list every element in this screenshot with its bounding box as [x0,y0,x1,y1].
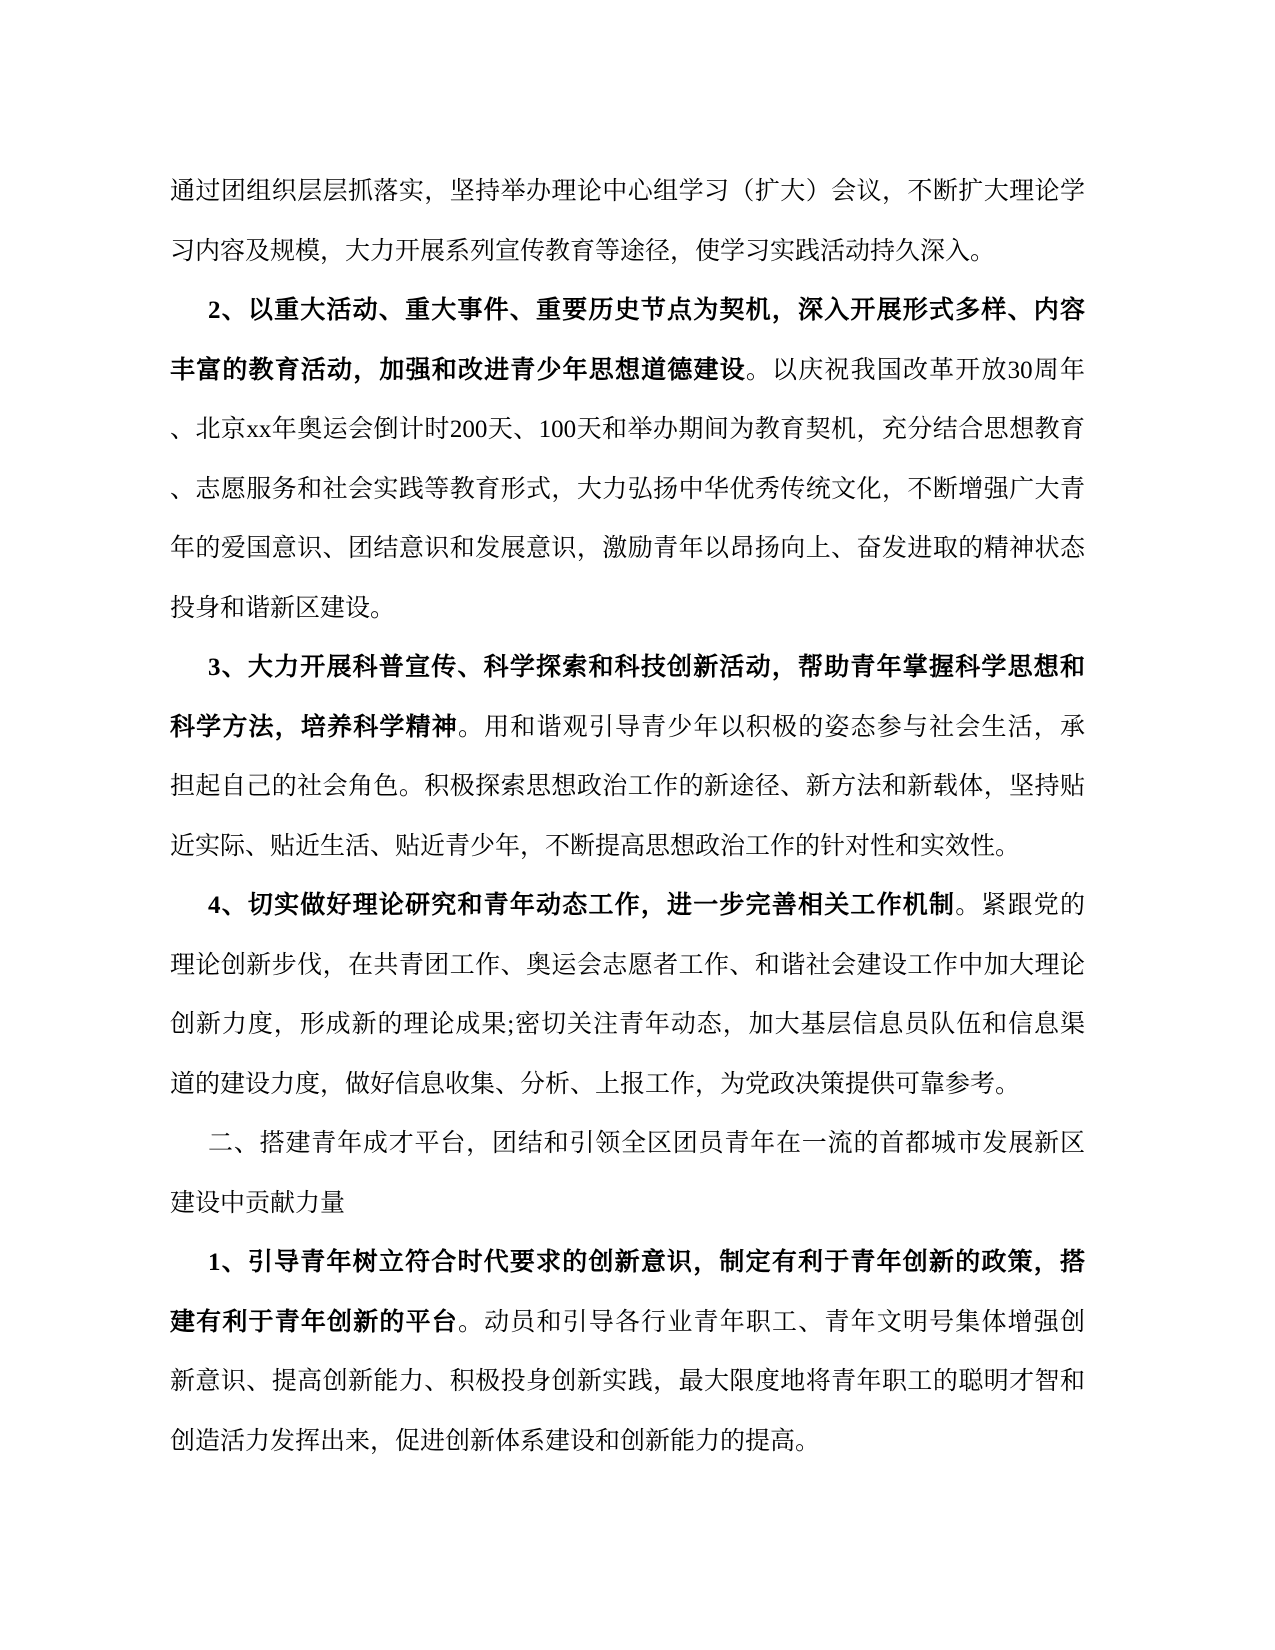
text-line [170,1412,1085,1472]
text-run: 理论创新步伐，在共青团工作、奥运会志愿者工作、和谐社会建设工作中加大理论 [170,951,1085,979]
text-run: 建设中贡献力量 [170,1189,346,1217]
text-run: 创新力度，形成新的理论成果;密切关注青年动态，加大基层信息员队伍和信息渠 [170,1011,1085,1038]
text-run: 担起自己的社会角色。积极探索思想政治工作的新途径、新方法和新载体，坚持贴 [170,773,1085,800]
text-run: 创造活力发挥出来，促进创新体系建设和创新能力的提高。 [170,1427,821,1455]
text-run: 二、搭建青年成才平台，团结和引领全区团员青年在一流的首都城市发展新区 [208,1130,1085,1157]
text-run: 。以庆祝我国改革开放30周年 [745,356,1085,384]
text-run: 近实际、贴近生活、贴近青少年，不断提高思想政治工作的针对性和实效性。 [170,832,1021,860]
paragraph [170,876,1085,1114]
text-line [170,341,1085,401]
paragraph [170,1233,1085,1471]
text-run: 新意识、提高创新能力、积极投身创新实践，最大限度地将青年职工的聪明才智和 [170,1368,1085,1395]
bold-text-run: 科学方法，培养科学精神 [170,713,458,741]
paragraph [170,638,1085,876]
text-line [170,876,1085,936]
bold-text-run: 1、引导青年树立符合时代要求的创新意识，制定有利于青年创新的政策，搭 [208,1249,1085,1276]
text-line [170,519,1085,579]
text-line [170,1055,1085,1115]
bold-text-run: 4、切实做好理论研究和青年动态工作，进一步完善相关工作机制 [208,892,956,919]
text-line [170,1233,1085,1293]
text-run: 。动员和引导各行业青年职工、青年文明号集体增强创 [457,1308,1085,1336]
text-run: 、志愿服务和社会实践等教育形式，大力弘扬中华优秀传统文化，不断增强广大青 [170,475,1085,503]
paragraph [170,162,1085,281]
text-run: 道的建设力度，做好信息收集、分析、上报工作，为党政决策提供可靠参考。 [170,1070,1021,1098]
text-line [170,1352,1085,1412]
document-text-block [170,162,1085,1471]
text-run: 。用和谐观引导青少年以积极的姿态参与社会生活，承 [457,713,1085,741]
paragraph [170,281,1085,638]
text-line [170,1114,1085,1174]
text-run: 、北京xx年奥运会倒计时200天、100天和举办期间为教育契机，充分结合思想教育 [170,416,1085,443]
text-run: 通过团组织层层抓落实，坚持举办理论中心组学习（扩大）会议，不断扩大理论学 [170,178,1085,205]
paragraph [170,1114,1085,1233]
bold-text-run: 2、以重大活动、重大事件、重要历史节点为契机，深入开展形式多样、内容 [208,297,1085,324]
text-run: 年的爱国意识、团结意识和发展意识，激励青年以昂扬向上、奋发进取的精神状态 [170,535,1085,562]
text-line [170,995,1085,1055]
text-line [170,757,1085,817]
text-run: 习内容及规模，大力开展系列宣传教育等途径，使学习实践活动持久深入。 [170,237,996,265]
text-line [170,460,1085,520]
text-line [170,1174,1085,1234]
text-run: 投身和谐新区建设。 [170,594,396,622]
bold-text-run: 建有利于青年创新的平台 [170,1308,458,1336]
text-run: 。紧跟党的 [955,892,1085,919]
text-line [170,638,1085,698]
bold-text-run: 丰富的教育活动，加强和改进青少年思想道德建设 [170,356,746,384]
text-line [170,222,1085,282]
text-line [170,400,1085,460]
text-line [170,579,1085,639]
text-line [170,1293,1085,1353]
text-line [170,698,1085,758]
text-line [170,936,1085,996]
text-line [170,817,1085,877]
bold-text-run: 3、大力开展科普宣传、科学探索和科技创新活动，帮助青年掌握科学思想和 [208,654,1085,681]
text-line [170,162,1085,222]
text-line [170,281,1085,341]
